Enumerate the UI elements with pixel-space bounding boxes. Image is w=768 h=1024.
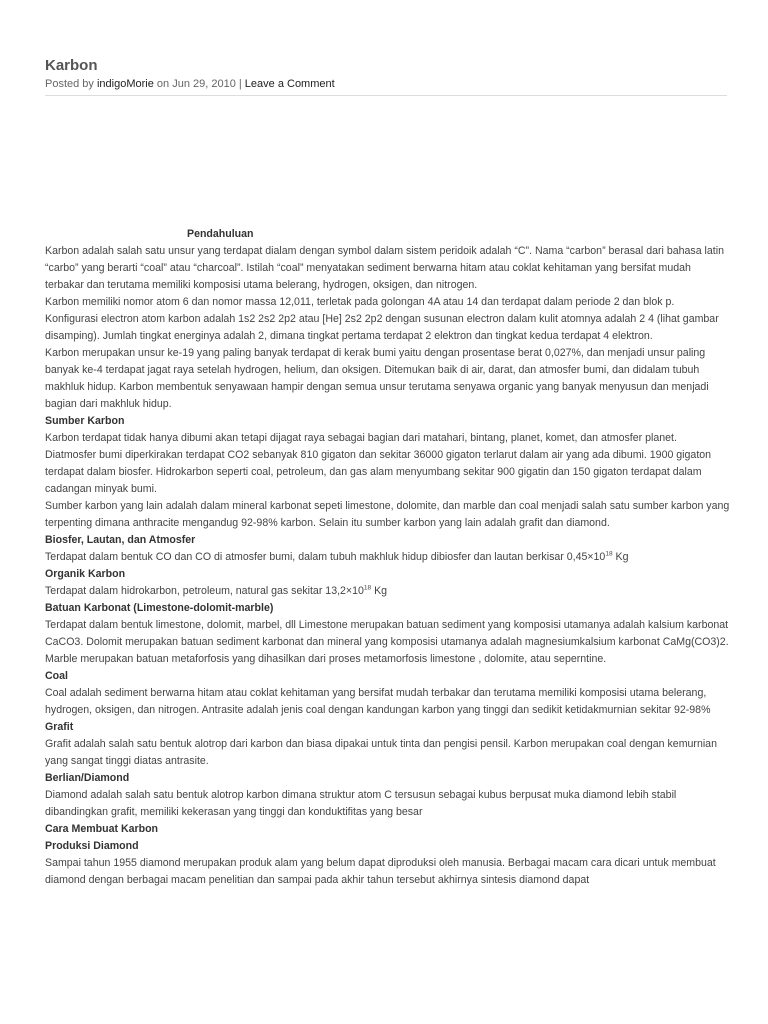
- posted-by-label: Posted by: [45, 78, 97, 90]
- paragraph: Grafit adalah salah satu bentuk alotrop dari karbon dan biasa dipakai untuk tinta dan pengisi pensil. Karbon merupakan coal dengan kemurnian yang sangat tinggi diatas antrasite.: [45, 738, 717, 767]
- section-heading-berlian: Berlian/Diamond: [45, 772, 130, 784]
- post-meta: [45, 77, 727, 91]
- section-heading-cara-membuat: Cara Membuat Karbon: [45, 823, 159, 835]
- section-heading-sumber-karbon: Sumber Karbon: [45, 415, 125, 427]
- paragraph: Karbon terdapat tidak hanya dibumi akan tetapi dijagat raya sebagai bagian dari matahari, bintang, planet, komet, dan atmosfer planet. Diatmosfer bumi diperkirakan terdapat CO2 sebanyak 810 gigaton dan sekitar 36000 gigaton terlarut dalam air yang ada dibumi. 1900 gigaton terdapat dalam biosfer. Hidrokarbon seperti coal, petroleum, dan gas alam menyumbang sekitar 900 gigatin dan 150 gigaton terdapat dalam cadangan minyak bumi.: [45, 432, 712, 495]
- exponent: 18: [363, 584, 372, 592]
- biosfer-text: Terdapat dalam bentuk CO dan CO di atmosfer bumi, dalam tubuh makhluk hidup dibiosfer dan lautan berkisar 0,45×10: [45, 551, 606, 563]
- paragraph: Sumber karbon yang lain adalah dalam mineral karbonat sepeti limestone, dolomite, dan marble dan coal menjadi salah satu sumber karbon yang terpenting dimana anthracite mengandug 92-98% karbon. Selain itu sumber karbon yang lain adalah grafit dan diamond.: [45, 500, 730, 529]
- paragraph: Coal adalah sediment berwarna hitam atau coklat kehitaman yang bersifat mudah terbakar dan terutama memiliki komposisi utama belerang, hydrogen, oksigen, dan nitrogen. Antrasite adalah jenis coal dengan kandungan karbon yang tinggi dan sedikit ketidakmurnian sekitar 92-98%: [45, 687, 711, 716]
- unit: Kg: [371, 585, 388, 597]
- paragraph: [45, 583, 730, 600]
- section-heading-grafit: Grafit: [45, 721, 74, 733]
- paragraph: Terdapat dalam bentuk limestone, dolomit, marbel, dll Limestone merupakan batuan sediment yang komposisi utamanya adalah kalsium karbonat CaCO3. Dolomit merupakan batuan sediment karbonat dan mineral yang komposisi utamanya adalah magnesiumkalsium karbonat CaMg(CO3)2. Marble merupakan batuan metaforfosis yang dihasilkan dari proses metamorfosis limestone , dolomite, atau seperntine.: [45, 619, 729, 665]
- author-link[interactable]: indigoMorie: [96, 78, 154, 90]
- section-heading-batuan-karbonat: Batuan Karbonat (Limestone-dolomit-marble): [45, 602, 274, 614]
- section-heading-produksi-diamond: Produksi Diamond: [45, 840, 139, 852]
- paragraph: Sampai tahun 1955 diamond merupakan produk alam yang belum dapat diproduksi oleh manusia. Berbagai macam cara dicari untuk membuat diamond dengan berbagai macam penelitian dan sampai pada akhir tahun tersebut akhirnya sintesis diamond dapat: [45, 857, 716, 886]
- paragraph: Karbon adalah salah satu unsur yang terdapat dialam dengan symbol dalam sistem peridoik adalah “C”. Nama “carbon” berasal dari bahasa latin “carbo” yang berarti “coal” atau “charcoal”. Istilah “coal” menyatakan sediment berwarna hitam atau coklat kehitaman yang bersifat mudah terbakar dan terutama memiliki komposisi utama belerang, hydrogen, oksigen, dan nitrogen.: [45, 245, 724, 291]
- section-heading-organik-karbon: Organik Karbon: [45, 568, 126, 580]
- article-body: [45, 226, 730, 889]
- post-header: [45, 56, 727, 91]
- paragraph: Karbon merupakan unsur ke-19 yang paling banyak terdapat di kerak bumi yaitu dengan prosentase berat 0,027%, dan menjadi unsur paling banyak ke-4 terdapat jagat raya setelah hydrogen, helium, dan oksigen. Ditemukan baik di air, darat, dan atmosfer bumi, dan didalam tubuh makhluk hidup. Karbon membentuk senyawaan hampir dengan semua unsur terutama senyawa organic yang banyak menyusun dan menjadi bagian dari makhluk hidup.: [45, 347, 709, 410]
- unit: Kg: [612, 551, 629, 563]
- paragraph: [45, 549, 730, 566]
- post-date: on Jun 29, 2010 |: [153, 78, 245, 90]
- section-heading-biosfer: Biosfer, Lautan, dan Atmosfer: [45, 534, 196, 546]
- section-heading-pendahuluan: Pendahuluan: [187, 228, 254, 240]
- post-title[interactable]: Karbon: [45, 57, 98, 74]
- organik-text: Terdapat dalam hidrokarbon, petroleum, natural gas sekitar 13,2×10: [45, 585, 364, 597]
- section-heading-coal: Coal: [45, 670, 68, 682]
- paragraph: Karbon memiliki nomor atom 6 dan nomor massa 12,011, terletak pada golongan 4A atau 14 dan terdapat dalam periode 2 dan blok p. Konfigurasi electron atom karbon adalah 1s2 2s2 2p2 atau [He] 2s2 2p2 dengan susunan electron dalam kulit atomnya adalah 2 4 (lihat gambar disamping). Jumlah tingkat energinya adalah 2, dimana tingkat pertama terdapat 2 elektron dan tingkat kedua terdapat 4 elektron.: [45, 296, 719, 342]
- header-divider: [45, 95, 727, 96]
- leave-comment-link[interactable]: Leave a Comment: [244, 78, 335, 90]
- paragraph: Diamond adalah salah satu bentuk alotrop karbon dimana struktur atom C tersusun sebagai kubus berpusat muka diamond lebih stabil dibandingkan grafit, memiliki kekerasan yang tinggi dan konduktifitas yang besar: [45, 789, 677, 818]
- exponent: 18: [605, 550, 613, 558]
